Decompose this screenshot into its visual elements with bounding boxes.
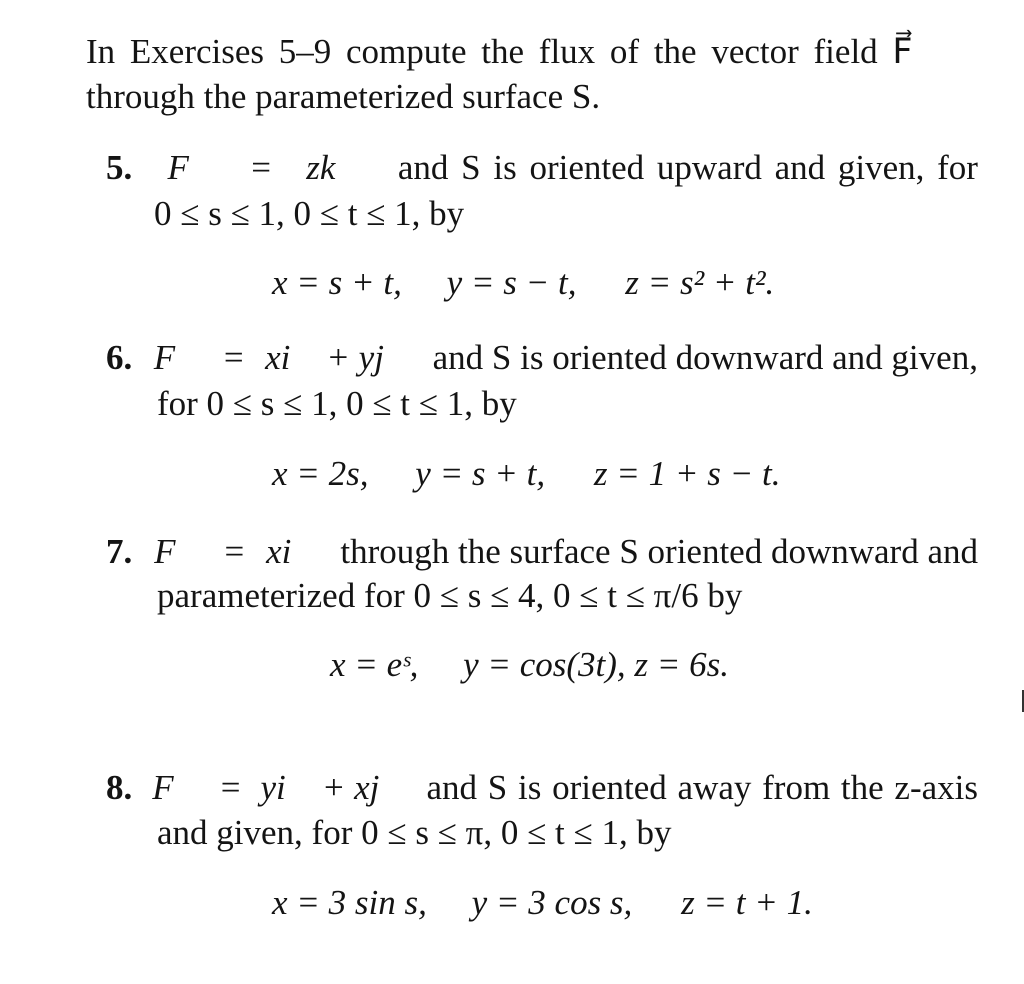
exercise-7-description: through the surface S oriented downward and — [340, 532, 978, 571]
exercise-6-eq-y: y = s + t, — [415, 454, 546, 493]
exercise-5-field: F⃗ — [167, 148, 217, 187]
exercise-6-number: 6. — [106, 338, 133, 377]
exercise-5-bounds: 0 ≤ s ≤ 1, 0 ≤ t ≤ 1, by — [154, 194, 465, 233]
exercise-5-number: 5. — [106, 148, 133, 187]
exercise-7-field: F⃗ — [154, 532, 203, 571]
exercise-8-field: F⃗ — [152, 768, 201, 807]
exercise-7-eq-x: x = eˢ, — [330, 645, 419, 684]
exercise-8-equals: = — [220, 768, 241, 807]
exercise-7-bounds: parameterized for 0 ≤ s ≤ 4, 0 ≤ t ≤ π/6 by — [157, 576, 743, 615]
exercise-5-description: and S is oriented upward and given, for — [397, 148, 978, 187]
exercise-7-eq-yz: y = cos(3t), z = 6s. — [463, 645, 730, 684]
exercise-8-bounds: and given, for 0 ≤ s ≤ π, 0 ≤ t ≤ 1, by — [157, 813, 672, 852]
exercise-6-line-1 — [106, 338, 978, 378]
exercise-6-eq-x: x = 2s, — [272, 454, 369, 493]
exercise-5-line-2 — [154, 194, 464, 234]
exercise-8-equations — [272, 883, 813, 923]
exercise-8-line-2 — [157, 813, 671, 853]
exercise-6-field: F⃗ — [153, 338, 203, 377]
exercise-7-field-value: xi⃗ — [266, 532, 319, 571]
intro-line-2 — [86, 77, 600, 117]
exercise-6-equations — [272, 454, 780, 494]
exercise-7-number: 7. — [106, 532, 133, 571]
exercise-6-description: and S is oriented downward and given, — [432, 338, 978, 377]
exercise-8-eq-x: x = 3 sin s, — [272, 883, 427, 922]
exercise-5-eq-z: z = s² + t². — [625, 263, 775, 302]
exercise-5-line-1 — [106, 148, 978, 188]
exercise-6-bounds: for 0 ≤ s ≤ 1, 0 ≤ t ≤ 1, by — [157, 384, 517, 423]
exercise-6-line-2 — [157, 384, 517, 424]
exercise-6-field-value: xi⃗ + yj⃗ — [265, 338, 412, 377]
exercise-8-line-1 — [106, 768, 978, 808]
exercise-5-equations — [272, 263, 774, 303]
exercise-5-field-value: zk⃗ — [306, 148, 363, 187]
intro-text-1: In Exercises 5–9 compute the flux of the vector field F⃗ — [86, 32, 913, 71]
exercise-8-field-value: yi⃗ + xj⃗ — [260, 768, 407, 807]
intro-text-2: through the parameterized surface S. — [86, 77, 601, 116]
exercise-5-eq-y: y = s − t, — [446, 263, 577, 302]
intro-line-1 — [86, 32, 976, 72]
exercise-6-eq-z: z = 1 + s − t. — [593, 454, 781, 493]
exercise-8-description: and S is oriented away from the z-axis — [426, 768, 978, 807]
exercise-7-equals: = — [224, 532, 245, 571]
exercise-5-equals: = — [251, 148, 272, 187]
exercise-7-equations — [330, 645, 729, 685]
exercise-7-line-2 — [157, 576, 742, 616]
exercise-5-eq-x: x = s + t, — [272, 263, 402, 302]
exercise-8-eq-z: z = t + 1. — [681, 883, 813, 922]
exercise-6-equals: = — [223, 338, 244, 377]
exercise-8-number: 8. — [106, 768, 133, 807]
exercise-8-eq-y: y = 3 cos s, — [471, 883, 633, 922]
exercise-7-line-1 — [106, 532, 978, 572]
